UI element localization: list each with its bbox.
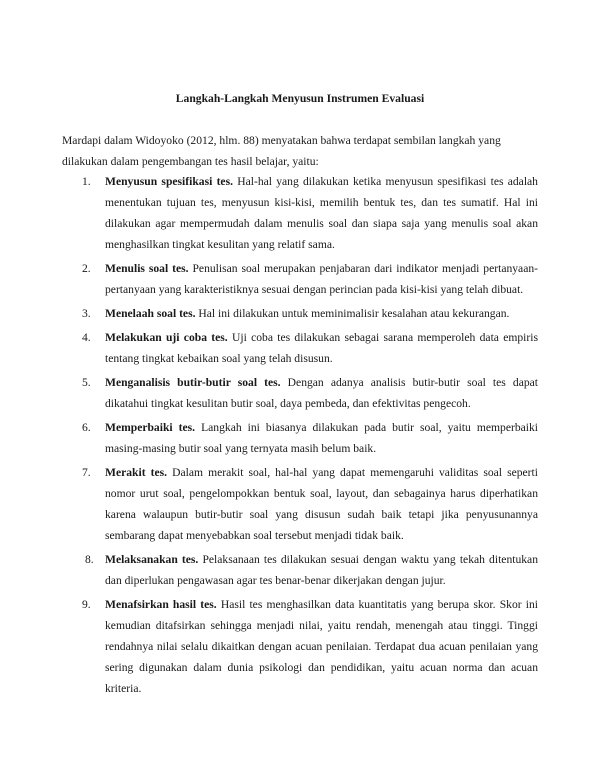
list-item <box>62 417 538 459</box>
item-heading: Menafsirkan hasil tes. <box>105 598 217 611</box>
item-heading: Menyusun spesifikasi tes. <box>105 175 233 188</box>
list-item <box>62 372 538 414</box>
item-heading: Menelaah soal tes. <box>105 307 196 320</box>
list-item <box>62 171 538 255</box>
list-item <box>62 594 538 699</box>
item-heading: Menulis soal tes. <box>105 262 189 275</box>
item-number: 9. <box>82 598 91 611</box>
item-heading: Melakukan uji coba tes. <box>105 331 228 344</box>
item-number: 7. <box>82 466 91 479</box>
item-number: 2. <box>82 262 91 275</box>
item-text: Hasil tes menghasilkan data kuantitatis yang berupa skor. Skor ini kemudian ditafsirkan sehingga menjadi nilai, yaitu rendah, menengah atau tinggi. Tinggi rendahnya nilai selalu dikaitkan dengan acuan penilaian. Terdapat dua acuan penilaian yang sering digunakan dalam dunia psikologi dan pendidikan, yaitu acuan norma dan acuan kriteria. <box>105 598 538 695</box>
item-number: 5. <box>82 376 91 389</box>
item-number: 1. <box>82 175 91 188</box>
item-text: Pelaksanaan tes dilakukan sesuai dengan waktu yang tekah ditentukan dan diperlukan pengawasan agar tes benar-benar dikerjakan dengan jujur. <box>105 553 538 587</box>
item-number: 4. <box>82 331 91 344</box>
item-text: Hal-hal yang dilakukan ketika menyusun spesifikasi tes adalah menentukan tujuan tes, menyusun kisi-kisi, memilih bentuk tes, dan tes sumatif. Hal ini dilakukan agar mempermudah dalam menulis soal dan siapa saja yang menulis soal akan menghasilkan tingkat kesulitan yang relatif sama. <box>105 175 538 251</box>
item-heading: Menganalisis butir-butir soal tes. <box>105 376 281 389</box>
intro-paragraph: Mardapi dalam Widoyoko (2012, hlm. 88) menyatakan bahwa terdapat sembilan langkah yang dilakukan dalam pengembangan tes hasil belajar, yaitu: <box>62 134 501 168</box>
item-text: Hal ini dilakukan untuk meminimalisir kesalahan atau kekurangan. <box>195 307 510 320</box>
list-item <box>62 327 538 369</box>
item-number: 6. <box>82 421 91 434</box>
item-number: 3. <box>82 307 91 320</box>
item-text: Uji coba tes dilakukan sebagai sarana memperoleh data empiris tentang tingkat kebaikan soal yang telah disusun. <box>105 331 538 365</box>
list-item <box>62 462 538 546</box>
item-heading: Memperbaiki tes. <box>105 421 196 434</box>
item-text: Penulisan soal merupakan penjabaran dari indikator menjadi pertanyaan-pertanyaan yang karakteristiknya sesuai dengan perincian pada kisi-kisi yang telah dibuat. <box>105 262 539 296</box>
steps-list <box>62 171 538 702</box>
list-item <box>62 303 538 324</box>
item-text: Dengan adanya analisis butir-butir soal tes dapat dikatahui tingkat kesulitan butir soal, daya pembeda, dan efektivitas pengecoh. <box>105 376 538 410</box>
item-heading: Merakit tes. <box>105 466 168 479</box>
item-number: 8. <box>85 553 94 566</box>
item-heading: Melaksanakan tes. <box>105 553 199 566</box>
list-item <box>62 549 538 591</box>
list-item <box>62 258 538 300</box>
page-title: Langkah-Langkah Menyusun Instrumen Evaluasi <box>175 92 425 105</box>
item-text: Dalam merakit soal, hal-hal yang dapat memengaruhi validitas soal seperti nomor urut soal, pengelompokkan bentuk soal, layout, dan sebagainya harus diperhatikan karena walaupun butir-butir soal yang disusun sudah baik tetapi jika penyusunannya sembarang dapat menyebabkan soal tersebut menjadi tidak baik. <box>105 466 538 542</box>
item-text: Langkah ini biasanya dilakukan pada butir soal, yaitu memperbaiki masing-masing butir soal yang ternyata masih belum baik. <box>105 421 539 455</box>
